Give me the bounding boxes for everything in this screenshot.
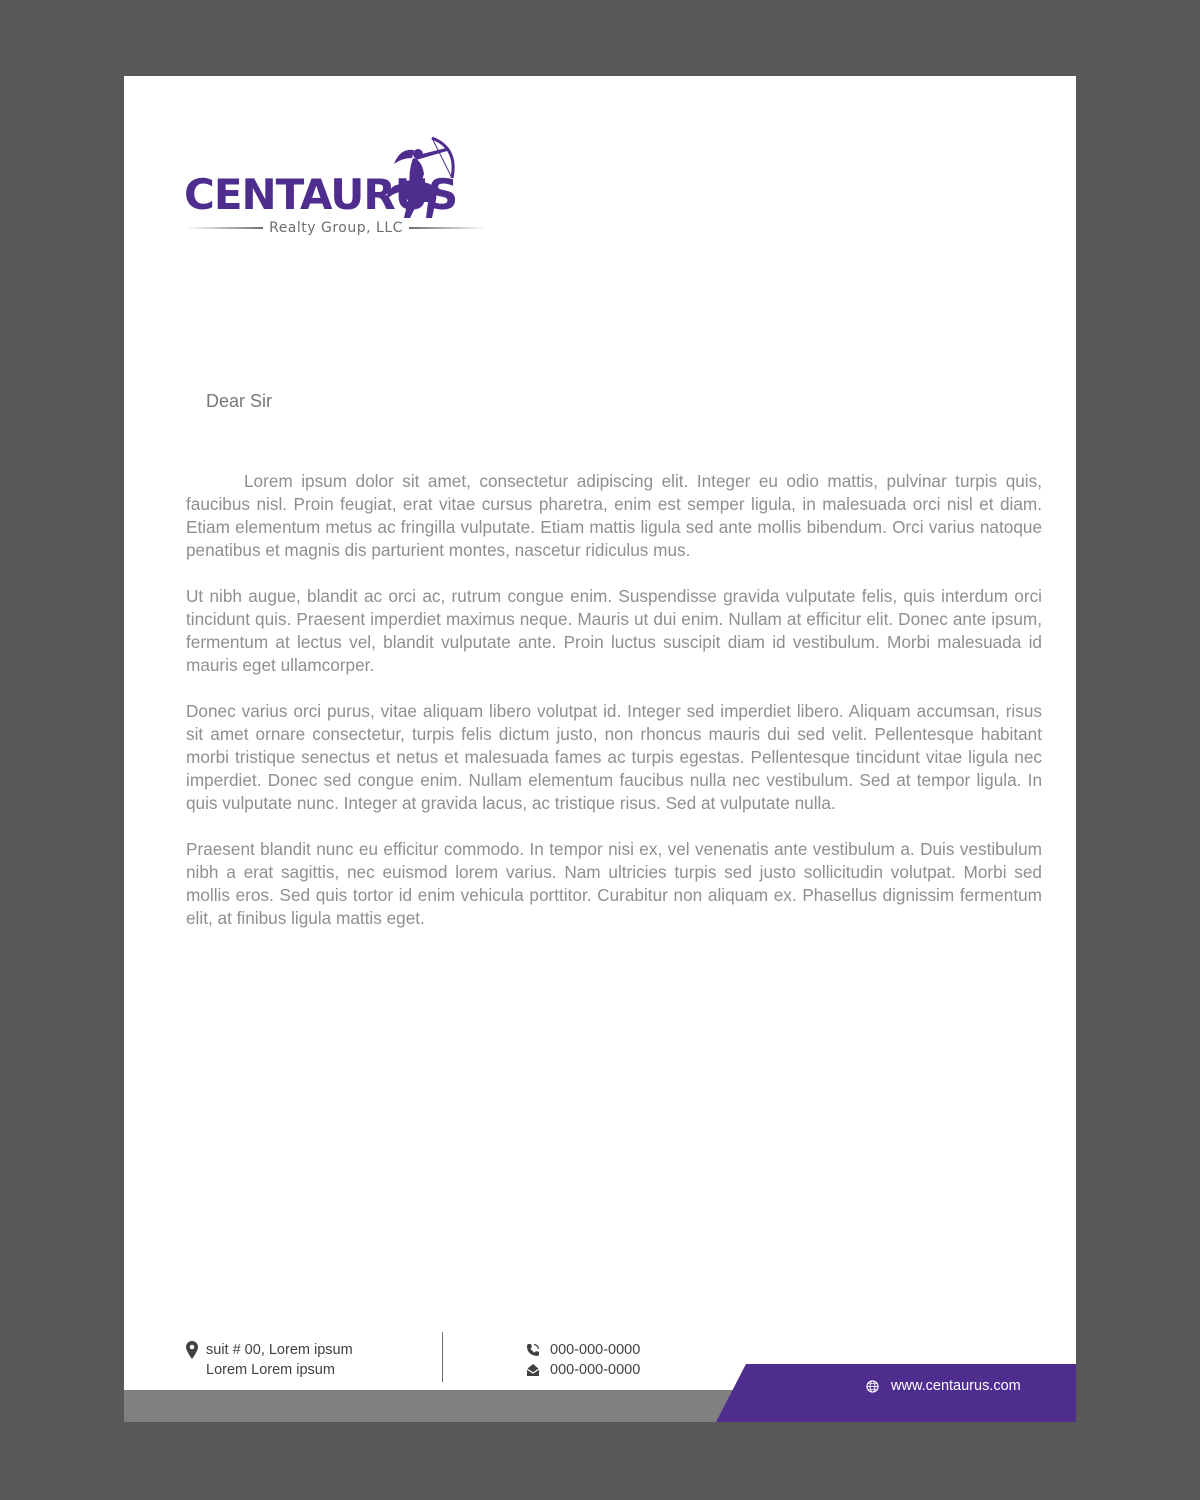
map-pin-icon xyxy=(186,1341,198,1359)
salutation: Dear Sir xyxy=(206,391,273,411)
address-line-2: Lorem Lorem ipsum xyxy=(206,1362,335,1378)
footer-contacts xyxy=(526,1340,640,1380)
website-row xyxy=(866,1378,1021,1394)
fax-number: 000-000-0000 xyxy=(550,1362,641,1378)
address-line-1: suit # 00, Lorem ipsum xyxy=(206,1342,353,1358)
company-tagline: Realty Group, LLC xyxy=(269,220,403,236)
tagline-rule-left xyxy=(186,227,263,229)
envelope-icon xyxy=(526,1363,540,1377)
footer-divider xyxy=(442,1332,443,1382)
body-paragraph: Lorem ipsum dolor sit amet, consectetur adipiscing elit. Integer eu odio mattis, pulvinar turpis quis, faucibus nisl. Proin feugiat, erat vitae cursus pharetra, enim est semper ligula, in malesuada orci nisl et diam. Etiam elementum metus ac fringilla vulputate. Etiam mattis ligula sed ante mollis bibendum. Orci varius natoque penatibus et magnis dis parturient montes, nascetur ridiculus mus. xyxy=(186,471,1042,560)
phone-number: 000-000-0000 xyxy=(550,1342,641,1358)
body-paragraph: Ut nibh augue, blandit ac orci ac, rutrum congue enim. Suspendisse gravida vulputate felis, quis interdum orci tincidunt quis. Praesent imperdiet maximus neque. Mauris ut dui enim. Nullam at efficitur elit. Donec ante ipsum, fermentum at lectus vel, blandit vulputate ante. Proin luctus suscipit diam id vestibulum. Morbi malesuada id mauris eget ullamcorper. xyxy=(186,586,1042,675)
body-paragraph: Donec varius orci purus, vitae aliquam libero volutpat id. Integer sed imperdiet libero. Aliquam accumsan, risus sit amet ornare consectetur, turpis felis dictum justo, non rhoncus mauris dui sed velit. Pellentesque habitant morbi tristique senectus et netus et malesuada fames ac turpis egestas. Pellentesque tincidunt vitae ligula nec imperdiet. Donec sed congue enim. Nullam elementum faucibus nulla nec vestibulum. Sed at tempor ligula. In quis vulputate nunc. Integer at gravida lacus, ac tristique risus. Sed at vulputate nulla. xyxy=(186,701,1042,813)
fax-row xyxy=(526,1360,640,1380)
body-paragraph: Praesent blandit nunc eu efficitur commodo. In tempor nisi ex, vel venenatis ante vestibulum a. Duis vestibulum nibh a erat sagittis, nec euismod lorem varius. Nam ultricies turpis sed justo sollicitudin volutpat. Morbi sed mollis eros. Sed quis tortor id enim vehicula porttitor. Curabitur non aliquam ex. Phasellus dignissim fermentum elit, at finibus ligula mattis eget. xyxy=(186,839,1042,928)
phone-row xyxy=(526,1340,640,1360)
tagline-rule-right xyxy=(409,227,486,229)
company-name: CENTAURUS xyxy=(184,170,458,219)
tagline-row xyxy=(186,220,486,236)
footer-address xyxy=(186,1340,353,1380)
company-logo xyxy=(184,134,490,234)
letterhead-page xyxy=(124,76,1076,1422)
globe-icon xyxy=(866,1380,879,1393)
website-link[interactable]: www.centaurus.com xyxy=(891,1378,1021,1394)
phone-icon xyxy=(526,1343,540,1357)
letter-body xyxy=(186,470,1042,953)
